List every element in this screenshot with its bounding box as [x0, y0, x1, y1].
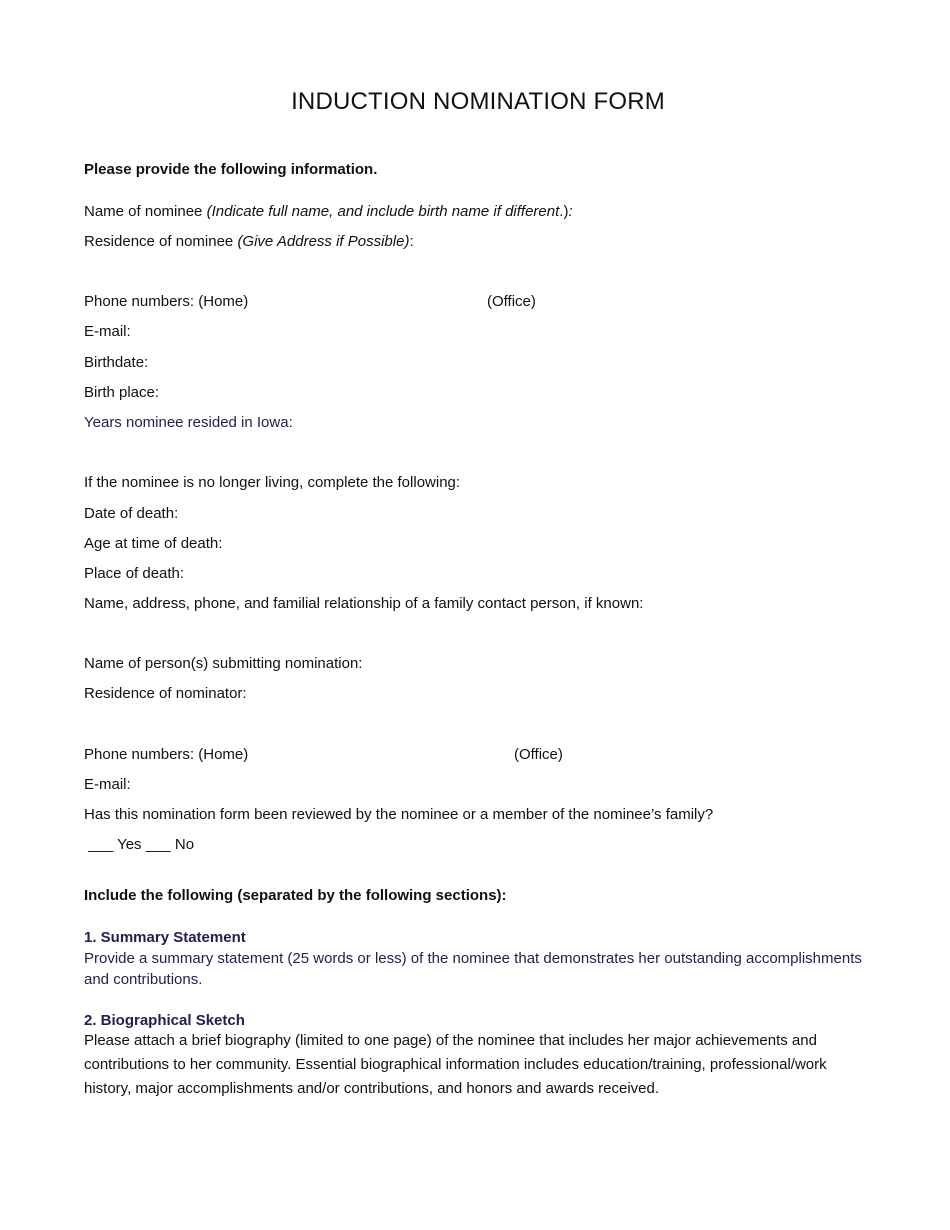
nominator-phone-office: (Office): [514, 746, 563, 763]
nominee-residence-hint: (Give Address if Possible): [237, 233, 410, 250]
nominee-residence-colon: :: [409, 233, 414, 250]
date-of-death: Date of death:: [84, 505, 179, 522]
nominee-email: E-mail:: [84, 323, 131, 340]
family-contact: Name, address, phone, and familial relationship of a family contact person, if known:: [84, 595, 644, 612]
section-body: Please attach a brief biography (limited to one page) of the nominee that includes her major achievements and contributions to her community. Essential biographical information includes education/training, professional/work history, major accomplishments and/or contributions, and honors and awards received.: [84, 1032, 827, 1097]
include-heading: Include the following (separated by the following sections):: [84, 887, 507, 904]
nominee-birthplace: Birth place:: [84, 384, 160, 401]
nominee-residence-field: [84, 233, 414, 251]
deceased-heading: If the nominee is no longer living, complete the following:: [84, 474, 461, 491]
section-heading: 2. Biographical Sketch: [84, 1012, 245, 1029]
nominator-name: Name of person(s) submitting nomination:: [84, 655, 363, 672]
nominee-residence-label: Residence of nominee: [84, 233, 238, 250]
nominee-phone-home: Phone numbers: (Home): [84, 293, 249, 310]
nominator-email: E-mail:: [84, 776, 131, 793]
nominator-phone-home: Phone numbers: (Home): [84, 746, 249, 763]
review-answer: ___ Yes ___ No: [84, 836, 195, 853]
nominee-name-hint-end: .): [559, 203, 569, 220]
section-heading: 1. Summary Statement: [84, 929, 246, 946]
nominee-name-label: Name of nominee: [84, 203, 207, 220]
intro-instruction: Please provide the following information.: [84, 161, 378, 178]
age-at-death: Age at time of death:: [84, 535, 223, 552]
place-of-death: Place of death:: [84, 565, 185, 582]
nominee-years-iowa: Years nominee resided in Iowa:: [84, 414, 293, 431]
nominee-name-colon: :: [568, 203, 573, 220]
section-body: Provide a summary statement (25 words or less) of the nominee that demonstrates her outstanding accomplishments and contributions.: [84, 950, 862, 988]
nominee-phone-office: (Office): [487, 293, 536, 310]
nominator-residence: Residence of nominator:: [84, 685, 247, 702]
nominee-name-hint: (Indicate full name, and include birth name if different: [206, 203, 560, 220]
page-title: INDUCTION NOMINATION FORM: [291, 88, 665, 115]
nominee-name-field: [84, 203, 573, 221]
nominee-birthdate: Birthdate:: [84, 354, 149, 371]
review-question: Has this nomination form been reviewed by the nominee or a member of the nominee’s family?: [84, 806, 714, 823]
